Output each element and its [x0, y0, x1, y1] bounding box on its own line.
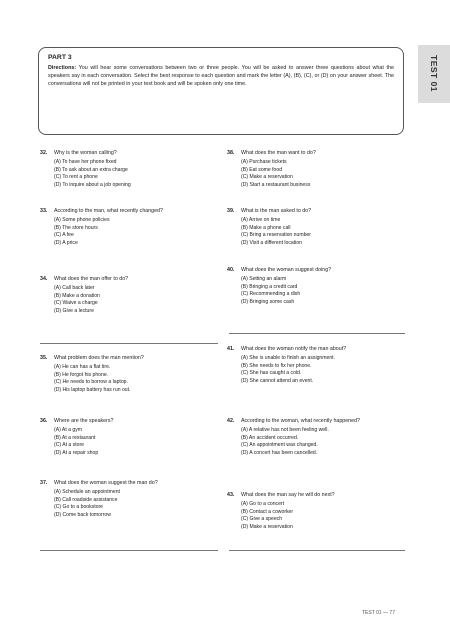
- question-33: [40, 208, 220, 247]
- option: (C) At a store: [54, 442, 85, 449]
- option: (C) An appointment was changed.: [241, 442, 318, 449]
- option: (B) The store hours: [54, 224, 98, 231]
- question-text: According to the woman, what recently happened?: [241, 418, 360, 424]
- option: (D) Bringing some cash: [241, 298, 295, 305]
- question-text: What does the man say he will do next?: [241, 492, 335, 498]
- question-text: What does the man offer to do?: [54, 276, 129, 282]
- section-divider-right: [229, 333, 405, 334]
- option: (B) Eat some food: [241, 166, 283, 173]
- option: (C) Bring a reservation number: [241, 232, 311, 239]
- question-number: 32.: [40, 150, 48, 156]
- question-text: Why is the woman calling?: [54, 150, 117, 156]
- question-42: [227, 418, 407, 457]
- option: (C) Go to a bookstore: [54, 504, 103, 511]
- option: (B) He forgot his phone.: [54, 371, 109, 378]
- question-43: [227, 492, 407, 531]
- question-text: According to the man, what recently changed?: [54, 208, 163, 214]
- question-40: [227, 267, 407, 306]
- question-41: [227, 346, 407, 385]
- option: (A) A relative has not been feeling well.: [241, 426, 329, 433]
- question-text: What does the woman suggest the man do?: [54, 480, 158, 486]
- option: (B) Bringing a credit card: [241, 283, 298, 290]
- option: (C) Recommending a dish: [241, 291, 301, 298]
- option: (C) She has caught a cold.: [241, 370, 302, 377]
- option: (A) Arrive on time: [241, 216, 281, 223]
- option: (D) Visit a different location: [241, 239, 302, 246]
- option: (A) Some phone policies: [54, 216, 110, 223]
- option: (C) Make a reservation: [241, 174, 293, 181]
- option: (A) He can has a flat tire.: [54, 363, 111, 370]
- option: (C) He needs to borrow a laptop.: [54, 379, 128, 386]
- directions-text: [48, 64, 394, 89]
- option: (D) At a repair shop: [54, 449, 99, 456]
- option: (A) Setting an alarm: [241, 275, 287, 282]
- option: (D) To inquire about a job opening: [54, 181, 131, 188]
- option: (C) A fee: [54, 232, 74, 239]
- option: (B) To ask about an extra charge: [54, 166, 128, 173]
- question-text: What problem does the man mention?: [54, 355, 144, 361]
- option: (A) To have her phone fixed: [54, 158, 117, 165]
- question-number: 39.: [227, 208, 235, 214]
- question-35: [40, 355, 220, 394]
- option: (D) A concert has been cancelled.: [241, 449, 318, 456]
- option: (B) An accident occurred.: [241, 434, 299, 441]
- option: (A) Call back later: [54, 284, 95, 291]
- option: (D) Start a restaurant business: [241, 181, 311, 188]
- section-divider-left: [40, 343, 218, 344]
- question-36: [40, 418, 220, 457]
- section-divider-bottom-right: [229, 550, 405, 551]
- option: (A) Purchase tickets: [241, 158, 287, 165]
- option: (B) Call roadside assistance: [54, 496, 118, 503]
- option: (D) She cannot attend an event.: [241, 377, 314, 384]
- question-text: What does the man want to do?: [241, 150, 316, 156]
- question-number: 40.: [227, 267, 235, 273]
- question-number: 42.: [227, 418, 235, 424]
- option: (B) Make a donation: [54, 292, 100, 299]
- question-text: What does the woman notify the man about?: [241, 346, 347, 352]
- option: (C) Give a speech: [241, 516, 283, 523]
- question-38: [227, 150, 407, 189]
- question-39: [227, 208, 407, 247]
- question-number: 35.: [40, 355, 48, 361]
- option: (D) Make a reservation: [241, 523, 293, 530]
- option: (B) Contact a coworker: [241, 508, 294, 515]
- question-number: 36.: [40, 418, 48, 424]
- question-number: 41.: [227, 346, 235, 352]
- page-footer: TEST 01 — 77: [362, 610, 395, 616]
- question-text: What is the man asked to do?: [241, 208, 312, 214]
- option: (B) Make a phone call: [241, 224, 291, 231]
- question-number: 34.: [40, 276, 48, 282]
- option: (A) At a gym: [54, 426, 83, 433]
- question-32: [40, 150, 220, 189]
- option: (A) Go to a concert: [241, 500, 285, 507]
- option: (D) Give a lecture: [54, 307, 94, 314]
- option: (C) Waive a charge: [54, 300, 98, 307]
- question-number: 43.: [227, 492, 235, 498]
- question-37: [40, 480, 220, 519]
- directions-box: [38, 47, 404, 135]
- option: (A) Schedule an appointment: [54, 488, 120, 495]
- side-tab-label: TEST 01: [429, 55, 439, 93]
- directions-body: You will hear some conversations between two or three people. You will be asked to answer three questions about what the speakers say in each conversation. Select the best response to each question and mark the letter (A), (B), (C), or (D) on your answer sheet. The conversations will not be printed in your test book and will be spoken only one time.: [48, 65, 394, 88]
- directions-label: Directions:: [48, 65, 77, 71]
- option: (B) She needs to fix her phone.: [241, 362, 312, 369]
- section-divider-bottom-left: [40, 550, 218, 551]
- question-34: [40, 276, 220, 315]
- question-text: What does the woman suggest doing?: [241, 267, 332, 273]
- part-title: PART 3: [48, 54, 72, 61]
- option: (D) A price: [54, 239, 78, 246]
- question-number: 38.: [227, 150, 235, 156]
- question-number: 33.: [40, 208, 48, 214]
- option: (B) At a restaurant: [54, 434, 96, 441]
- question-text: Where are the speakers?: [54, 418, 114, 424]
- option: (C) To rent a phone: [54, 174, 98, 181]
- option: (D) His laptop battery has run out.: [54, 386, 131, 393]
- question-number: 37.: [40, 480, 48, 486]
- option: (A) She is unable to finish an assignment.: [241, 354, 336, 361]
- test-side-tab: [418, 45, 450, 103]
- option: (D) Come back tomorrow: [54, 511, 111, 518]
